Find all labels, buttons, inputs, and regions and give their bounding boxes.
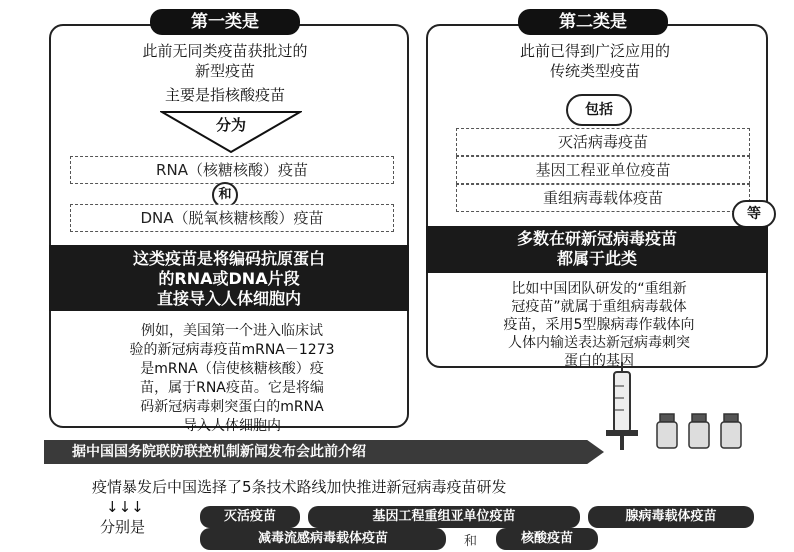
right-band-line: 都属于此类 <box>556 249 637 268</box>
rna-vaccine-box: RNA（核糖核酸）疫苗 <box>70 156 394 184</box>
right-example-line: 比如中国团队研发的“重组新 <box>511 281 687 297</box>
left-example-line: 例如，美国第一个进入临床试 <box>141 323 323 339</box>
viral-vector-vaccine-item: 重组病毒载体疫苗 <box>456 184 750 212</box>
right-example-line: 蛋白的基因 <box>564 353 634 369</box>
and-circle: 和 <box>212 182 238 208</box>
left-intro-line2: 新型疫苗 <box>194 62 255 80</box>
left-example-line: 是mRNA（信使核糖核酸）疫 <box>140 361 324 377</box>
subunit-vaccine-item: 基因工程亚单位疫苗 <box>456 156 750 184</box>
right-intro-line2: 传统类型疫苗 <box>549 62 640 80</box>
left-main-line: 主要是指核酸疫苗 <box>164 86 285 104</box>
left-intro-line1: 此前无同类疫苗获批过的 <box>142 42 308 60</box>
left-example-line: 苗，属于RNA疫苗。它是将编 <box>140 380 324 396</box>
left-example-line: 导入人体细胞内 <box>183 418 281 434</box>
syringe-and-vials-icon <box>600 362 760 454</box>
right-example-line: 人体内输送表达新冠病毒刺突 <box>508 335 690 351</box>
left-tab: 第一类是 <box>150 9 300 35</box>
left-example-line: 码新冠病毒刺突蛋白的mRNA <box>140 399 324 415</box>
right-tab: 第二类是 <box>518 9 668 35</box>
left-dark-band <box>49 245 409 311</box>
right-example-line: 疫苗，采用5型腺病毒作载体向 <box>503 317 695 333</box>
etc-circle: 等 <box>732 200 776 228</box>
left-band-line: 这类疫苗是将编码抗原蛋白 <box>132 249 325 268</box>
bottom-label: 分别是 <box>100 518 146 536</box>
route-pill: 核酸疫苗 <box>496 528 598 550</box>
right-example-line: 冠疫苗”就属于重组病毒载体 <box>511 299 687 315</box>
inactivated-vaccine-item: 灭活病毒疫苗 <box>456 128 750 156</box>
route-pill: 基因工程重组亚单位疫苗 <box>308 506 580 528</box>
include-circle: 包括 <box>566 94 632 126</box>
right-intro-line1: 此前已得到广泛应用的 <box>519 42 670 60</box>
left-band-line: 的RNA或DNA片段 <box>158 269 300 288</box>
route-pill: 腺病毒载体疫苗 <box>588 506 754 528</box>
right-example-text <box>434 280 764 370</box>
right-dark-band <box>426 226 768 273</box>
left-example-text <box>82 322 382 436</box>
arrow-label: 分为 <box>215 116 246 134</box>
dna-vaccine-box: DNA（脱氧核糖核酸）疫苗 <box>70 204 394 232</box>
source-banner-text: 据中国国务院联防联控机制新闻发布会此前介绍 <box>72 444 366 460</box>
left-example-line: 验的新冠病毒疫苗mRNA－1273 <box>129 342 335 358</box>
route-pill: 减毒流感病毒载体疫苗 <box>200 528 446 550</box>
left-band-line: 直接导入人体细胞内 <box>156 289 301 308</box>
right-band-line: 多数在研新冠病毒疫苗 <box>516 229 677 248</box>
route-pill: 灭活疫苗 <box>200 506 300 528</box>
bottom-line: 疫情暴发后中国选择了5条技术路线加快推进新冠病毒疫苗研发 <box>92 478 507 496</box>
and-connector: 和 <box>464 534 478 549</box>
bottom-arrows: ↓↓↓ <box>106 498 144 516</box>
